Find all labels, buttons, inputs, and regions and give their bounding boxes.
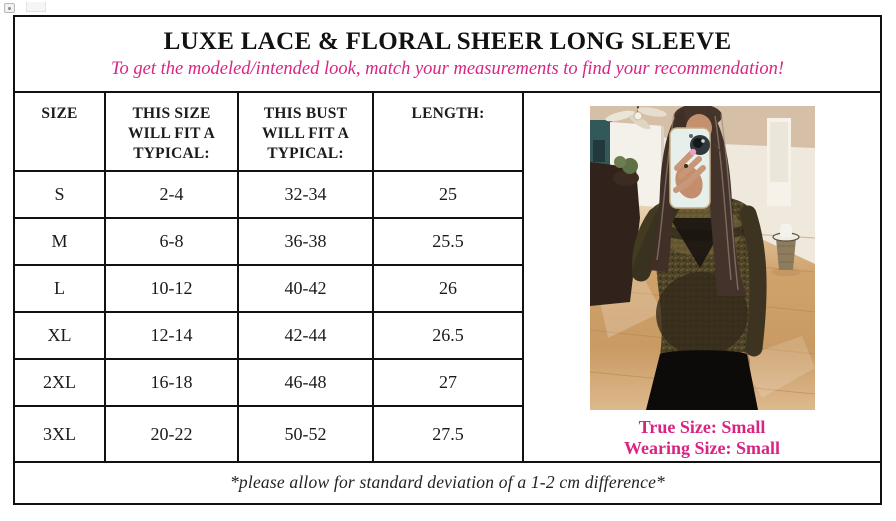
fits-cell: 20-22 <box>106 407 239 463</box>
length-cell: 26.5 <box>374 313 524 360</box>
size-cell: L <box>15 266 106 313</box>
length-cell: 27 <box>374 360 524 407</box>
title-block <box>15 17 880 93</box>
size-cell: M <box>15 219 106 266</box>
size-cell: XL <box>15 313 106 360</box>
column-header-size: SIZE <box>15 93 106 172</box>
fits-cell: 12-14 <box>106 313 239 360</box>
column-header-bust: THIS BUST WILL FIT A TYPICAL: <box>239 93 374 172</box>
fits-cell: 6-8 <box>106 219 239 266</box>
wearing-size-label: Wearing Size: Small <box>624 437 780 458</box>
page-title: LUXE LACE & FLORAL SHEER LONG SLEEVE <box>163 28 732 55</box>
bust-cell: 32-34 <box>239 172 374 219</box>
column-header-fits: THIS SIZE WILL FIT A TYPICAL: <box>106 93 239 172</box>
bust-cell: 50-52 <box>239 407 374 463</box>
length-cell: 27.5 <box>374 407 524 463</box>
size-chart-document <box>13 15 882 505</box>
corner-widget-icon <box>4 3 15 13</box>
fits-cell: 10-12 <box>106 266 239 313</box>
bust-cell: 36-38 <box>239 219 374 266</box>
screenshot-corner-artifact <box>2 2 46 14</box>
footnote: *please allow for standard deviation of a 1-2 cm difference* <box>229 471 666 492</box>
bust-cell: 40-42 <box>239 266 374 313</box>
length-cell: 25.5 <box>374 219 524 266</box>
model-photo <box>590 106 815 410</box>
fits-cell: 16-18 <box>106 360 239 407</box>
fits-cell: 2-4 <box>106 172 239 219</box>
length-cell: 26 <box>374 266 524 313</box>
model-size-info <box>624 417 780 459</box>
size-chart-table <box>15 93 880 463</box>
corner-widget-fragment <box>26 2 46 12</box>
column-header-length: LENGTH: <box>374 93 524 172</box>
page-subtitle: To get the modeled/intended look, match your measurements to find your recommendation! <box>110 59 785 79</box>
size-cell: 3XL <box>15 407 106 463</box>
true-size-label: True Size: Small <box>638 416 766 437</box>
size-cell: 2XL <box>15 360 106 407</box>
bust-cell: 46-48 <box>239 360 374 407</box>
model-photo-cell <box>524 93 880 463</box>
size-cell: S <box>15 172 106 219</box>
length-cell: 25 <box>374 172 524 219</box>
bust-cell: 42-44 <box>239 313 374 360</box>
